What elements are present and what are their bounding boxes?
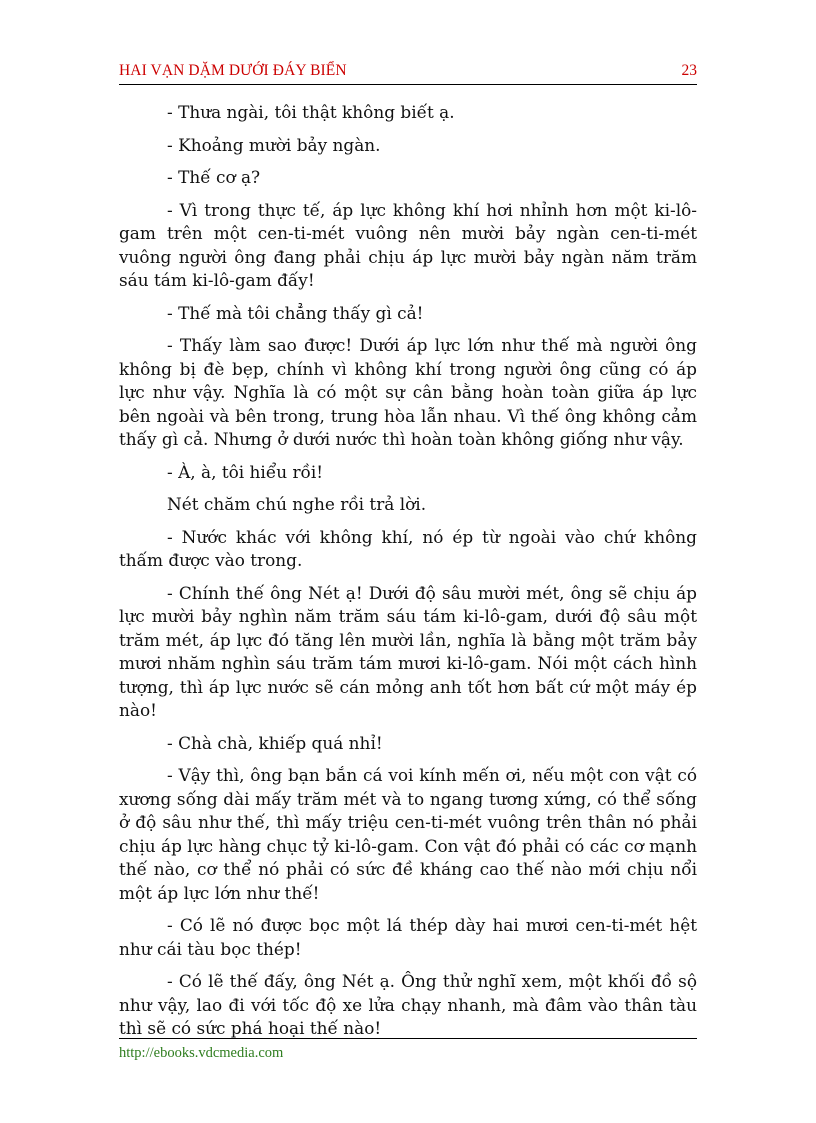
paragraph-1: - Thưa ngài, tôi thật không biết ạ. <box>167 102 455 122</box>
page-body <box>119 101 697 1050</box>
footer-divider <box>119 1038 697 1039</box>
footer-url-link[interactable]: http://ebooks.vdcmedia.com <box>119 1045 284 1061</box>
paragraph-2: - Khoảng mười bảy ngàn. <box>167 134 381 155</box>
paragraph-8: Nét chăm chú nghe rồi trả lời. <box>167 494 427 514</box>
paragraph-14: - Có lẽ thế đấy, ông Nét ạ. Ông thử nghĩ xem, một khối đồ sộ như vậy, lao đi với tốc độ xe lửa chạy nhanh, mà đâm vào thân tàu thì sẽ có sức phá hoại thế nào! <box>119 971 697 1038</box>
paragraph-9: - Nước khác với không khí, nó ép từ ngoài vào chứ không thấm được vào trong. <box>119 526 697 570</box>
paragraph-4: - Vì trong thực tế, áp lực không khí hơi nhỉnh hơn một ki-lô-gam trên một cen-ti-mét vuông nên mười bảy ngàn cen-ti-mét vuông người ông đang phải chịu áp lực mười bảy ngàn năm trăm sáu tám ki-lô-gam đấy! <box>119 199 697 290</box>
paragraph-6: - Thấy làm sao được! Dưới áp lực lớn như thế mà người ông không bị đè bẹp, chính vì không khí trong người ông cũng có áp lực như vậy. Nghĩa là có một sự cân bằng hoàn toàn giữa áp lực bên ngoài và bên trong, trung hòa lẫn nhau. Vì thế ông không cảm thấy gì cả. Nhưng ở dưới nước thì hoàn toàn không giống như vậy. <box>119 335 697 449</box>
book-title: HAI VẠN DẶM DƯỚI ĐÁY BIỂN <box>119 62 347 79</box>
page-header <box>119 62 697 85</box>
page-number: 23 <box>681 62 697 79</box>
paragraph-13: - Có lẽ nó được bọc một lá thép dày hai mươi cen-ti-mét hệt như cái tàu bọc thép! <box>119 915 697 959</box>
paragraph-7: - À, à, tôi hiểu rồi! <box>167 461 324 482</box>
paragraph-11: - Chà chà, khiếp quá nhỉ! <box>167 732 383 753</box>
paragraph-3: - Thế cơ ạ? <box>167 167 261 187</box>
paragraph-5: - Thế mà tôi chẳng thấy gì cả! <box>167 302 424 323</box>
paragraph-10: - Chính thế ông Nét ạ! Dưới độ sâu mười mét, ông sẽ chịu áp lực mười bảy nghìn năm trăm sáu tám ki-lô-gam, dưới độ sâu một trăm mét, áp lực đó tăng lên mười lần, nghĩa là bằng một trăm bảy mươi nhăm nghìn sáu trăm tám mươi ki-lô-gam. Nói một cách hình tượng, thì áp lực nước sẽ cán mỏng anh tốt hơn bất cứ một máy ép nào! <box>119 582 697 720</box>
paragraph-12: - Vậy thì, ông bạn bắn cá voi kính mến ơi, nếu một con vật có xương sống dài mấy trăm mét và to ngang tương xứng, có thể sống ở độ sâu như thế, thì mấy triệu cen-ti-mét vuông trên thân nó phải chịu áp lực hàng chục tỷ ki-lô-gam. Con vật đó phải có các cơ mạnh thế nào, cơ thể nó phải có sức đề kháng cao thế nào mới chịu nổi một áp lực lớn như thế! <box>119 765 697 903</box>
